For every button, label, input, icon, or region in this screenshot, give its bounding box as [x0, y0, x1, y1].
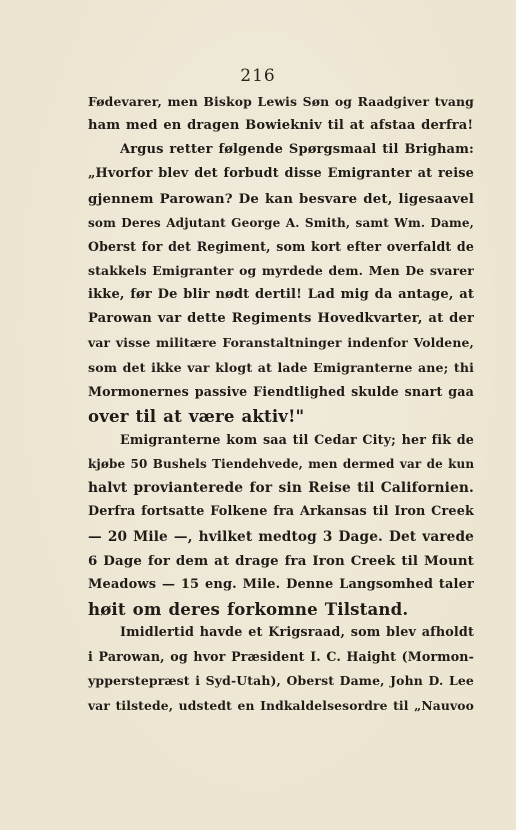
page-number: 216 — [240, 66, 276, 86]
text-line: ikke, før De blir nødt dertil! Lad mig da antage, at — [88, 287, 474, 303]
text-line: var tilstede, udstedt en Indkaldelsesordre til „Nauvoo — [88, 697, 474, 713]
text-line: ham med en dragen Bowiekniv til at afstaa derfra! — [88, 118, 474, 134]
text-line: Mormonernes passive Fiendtlighed skulde snart gaa — [88, 383, 474, 399]
text-line: stakkels Emigranter og myrdede dem. Men De svarer — [88, 262, 474, 278]
text-line: Oberst for det Regiment, som kort efter overfaldt de — [88, 238, 474, 254]
text-line: 6 Dage for dem at drage fra Iron Creek til Mount — [88, 552, 474, 569]
text-line: halvt provianterede for sin Reise til Californien. — [88, 480, 474, 497]
text-line: Parowan var dette Regiments Hovedkvarter, at der — [88, 311, 474, 327]
text-line: som det ikke var klogt at lade Emigranterne ane; thi — [88, 359, 474, 375]
text-line: som Deres Adjutant George A. Smith, samt Wm. Dame, — [88, 215, 474, 230]
text-line: over til at være aktiv!" — [88, 405, 305, 426]
text-line: — 20 Mile —, hvilket medtog 3 Dage. Det varede — [88, 528, 474, 545]
text-line: Imidlertid havde et Krigsraad, som blev afholdt — [120, 625, 474, 641]
text-line: kjøbe 50 Bushels Tiendehvede, men dermed var de kun — [88, 457, 475, 472]
text-line: i Parowan, og hvor Præsident I. C. Haight (Mormon- — [88, 649, 474, 665]
body-text — [88, 90, 474, 718]
text-line: Derfra fortsatte Folkene fra Arkansas til Iron Creek — [88, 504, 474, 520]
text-line: høit om deres forkomne Tilstand. — [88, 598, 409, 619]
text-line: Emigranterne kom saa til Cedar City; her fik de — [120, 431, 474, 447]
text-line: Fødevarer, men Biskop Lewis Søn og Raadgiver tvang — [88, 94, 474, 109]
text-line: gjennem Parowan? De kan besvare det, ligesaavel — [88, 190, 474, 207]
text-line: Meadows — 15 eng. Mile. Denne Langsomhed taler — [88, 576, 474, 592]
text-line: „Hvorfor blev det forbudt disse Emigranter at reise — [88, 166, 474, 182]
text-line: ypperstepræst i Syd-Utah), Oberst Dame, John D. Lee — [88, 673, 474, 689]
text-line: var visse militære Foranstaltninger indenfor Voldene, — [88, 335, 474, 351]
text-line: Argus retter følgende Spørgsmaal til Brigham: — [120, 142, 474, 158]
